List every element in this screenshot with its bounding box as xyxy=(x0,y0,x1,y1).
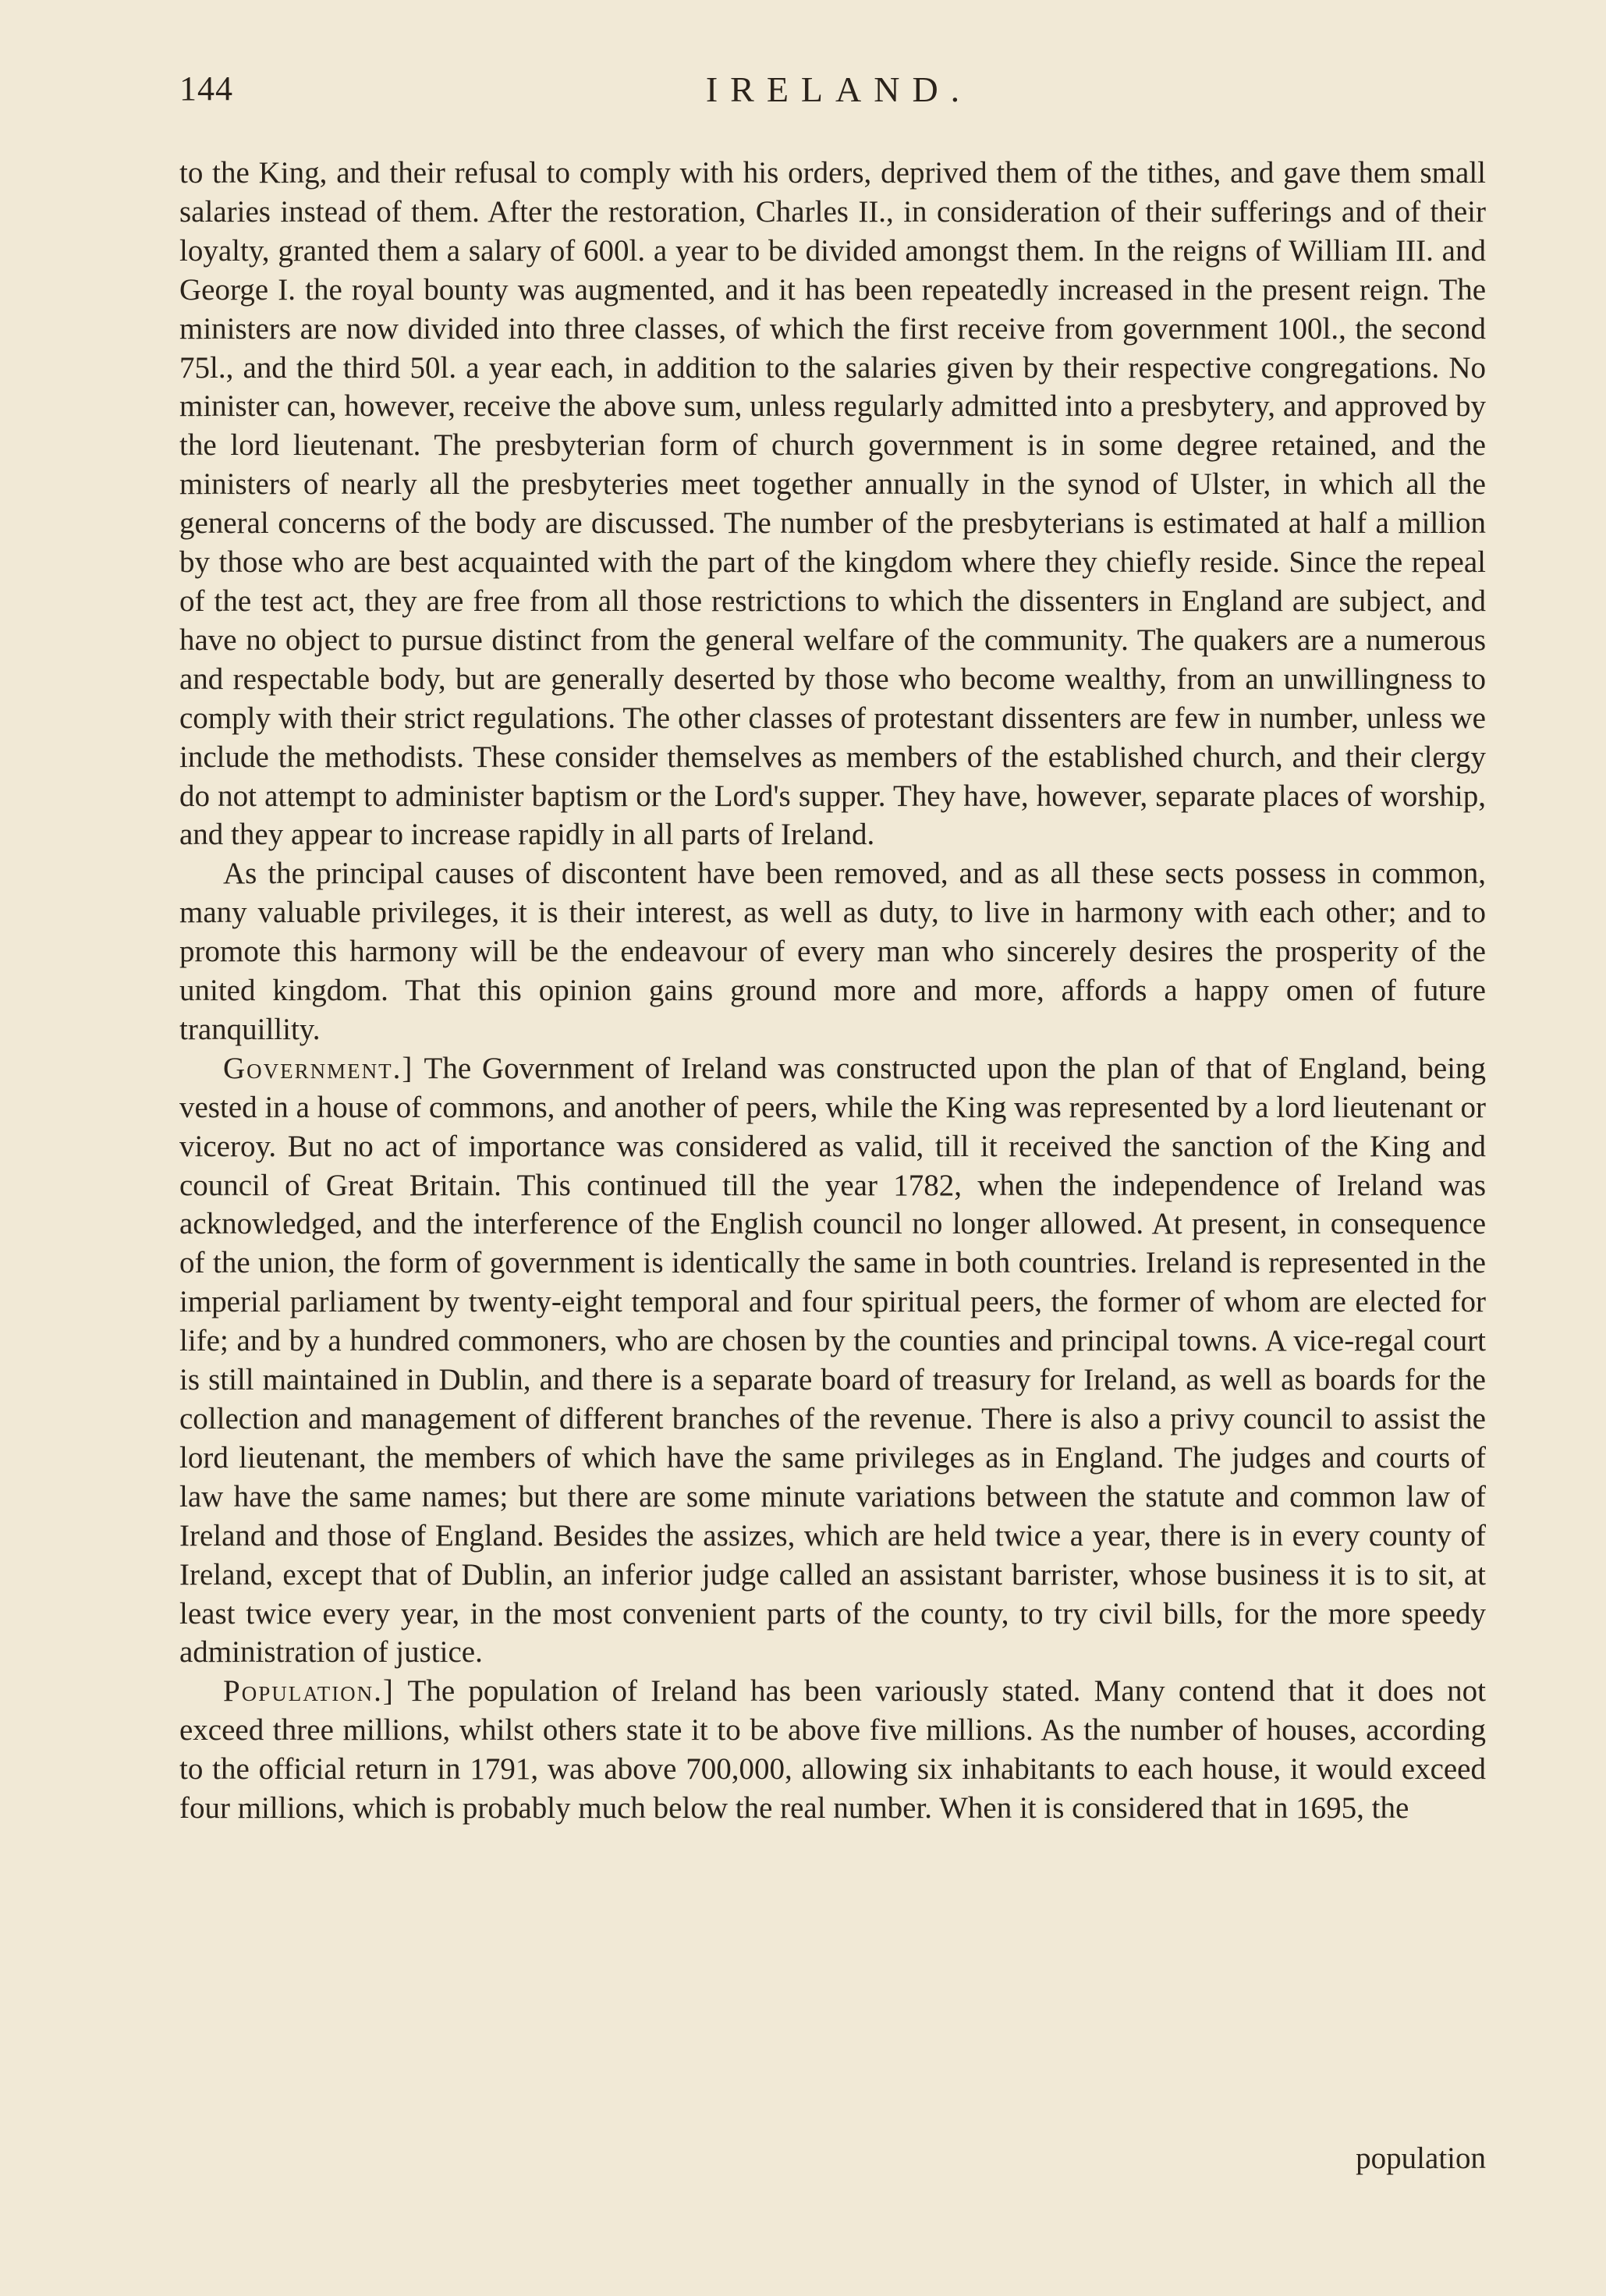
running-head xyxy=(179,69,1486,123)
section-heading-population: Population.] xyxy=(223,1674,395,1709)
paragraph-text: The Government of Ireland was constructed upon the plan of that of England, being vested in a house of commons, and another of peers, while the King was represented by a lord lieutenant or viceroy. But no act of importance was considered as valid, till it received the sanction of the King and council of Great Britain. This continued till the year 1782, when the independence of Ireland was acknowledged, and the interference of the English council no longer allowed. At present, in consequence of the union, the form of government is identically the same in both countries. Ireland is represented in the imperial parliament by twenty-eight temporal and four spiritual peers, the former of whom are elected for life; and by a hundred commoners, who are chosen by the counties and principal towns. A vice-regal court is still maintained in Dublin, and there is a separate board of treasury for Ireland, as well as boards for the collection and management of different branches of the revenue. There is also a privy council to assist the lord lieutenant, the members of which have the same privileges as in England. The judges and courts of law have the same names; but there are some minute variations between the statute and common law of Ireland and those of England. Besides the assizes, which are held twice a year, there is in every county of Ireland, except that of Dublin, an inferior judge called an assistant barrister, whose business it is to sit, at least twice every year, in the most convenient parts of the county, to try civil bills, for the more speedy administration of justice. xyxy=(179,1051,1486,1670)
paragraph-text: to the King, and their refusal to comply with his orders, deprived them of the tithes, and gave them small salaries instead of them. After the restoration, Charles II., in consideration of their sufferings and of their loyalty, granted them a salary of 600l. a year to be divided amongst them. In the reigns of William III. and George I. the royal bounty was augmented, and it has been repeatedly increased in the present reign. The ministers are now divided into three classes, of which the first receive from government 100l., the second 75l., and the third 50l. a year each, in addition to the salaries given by their respective congregations. No minister can, however, receive the above sum, unless regularly admitted into a presbytery, and approved by the lord lieutenant. The presbyterian form of church government is in some degree retained, and the ministers of nearly all the presbyteries meet together annually in the synod of Ulster, in which all the general concerns of the body are discussed. The number of the presbyterians is estimated at half a million by those who are best acquainted with the part of the kingdom where they chiefly reside. Since the repeal of the test act, they are free from all those restrictions to which the dissenters in England are subject, and have no object to pursue distinct from the general welfare of the community. The quakers are a numerous and respectable body, but are generally deserted by those who become wealthy, from an unwillingness to comply with their strict regulations. The other classes of protestant dissenters are few in number, unless we include the methodists. These consider themselves as members of the established church, and their clergy do not attempt to administer baptism or the Lord's supper. They have, however, separate places of worship, and they appear to increase rapidly in all parts of Ireland. xyxy=(179,156,1486,852)
running-title: IRELAND. xyxy=(705,69,973,109)
catchword: population xyxy=(1356,2142,1486,2175)
page-number: 144 xyxy=(179,69,233,108)
paragraph-harmony xyxy=(179,854,1486,1049)
section-heading-government: Government.] xyxy=(223,1051,414,1085)
paragraph-population xyxy=(179,1672,1486,1828)
paragraph-clergy xyxy=(179,154,1486,854)
paragraph-government xyxy=(179,1049,1486,1673)
paragraph-text: The population of Ireland has been variously stated. Many contend that it does not exceed three millions, whilst others state it to be above five millions. As the number of houses, according to the official return in 1791, was above 700,000, allowing six inhabitants to each house, it would exceed four millions, which is probably much below the real number. When it is considered that in 1695, the xyxy=(179,1674,1486,1826)
paragraph-text: As the principal causes of discontent have been removed, and as all these sects possess in common, many valuable privileges, it is their interest, as well as duty, to live in harmony with each other; and to promote this harmony will be the endeavour of every man who sincerely desires the prosperity of the united kingdom. That this opinion gains ground more and more, affords a happy omen of future tranquillity. xyxy=(179,857,1486,1046)
body-text xyxy=(179,154,1486,1828)
